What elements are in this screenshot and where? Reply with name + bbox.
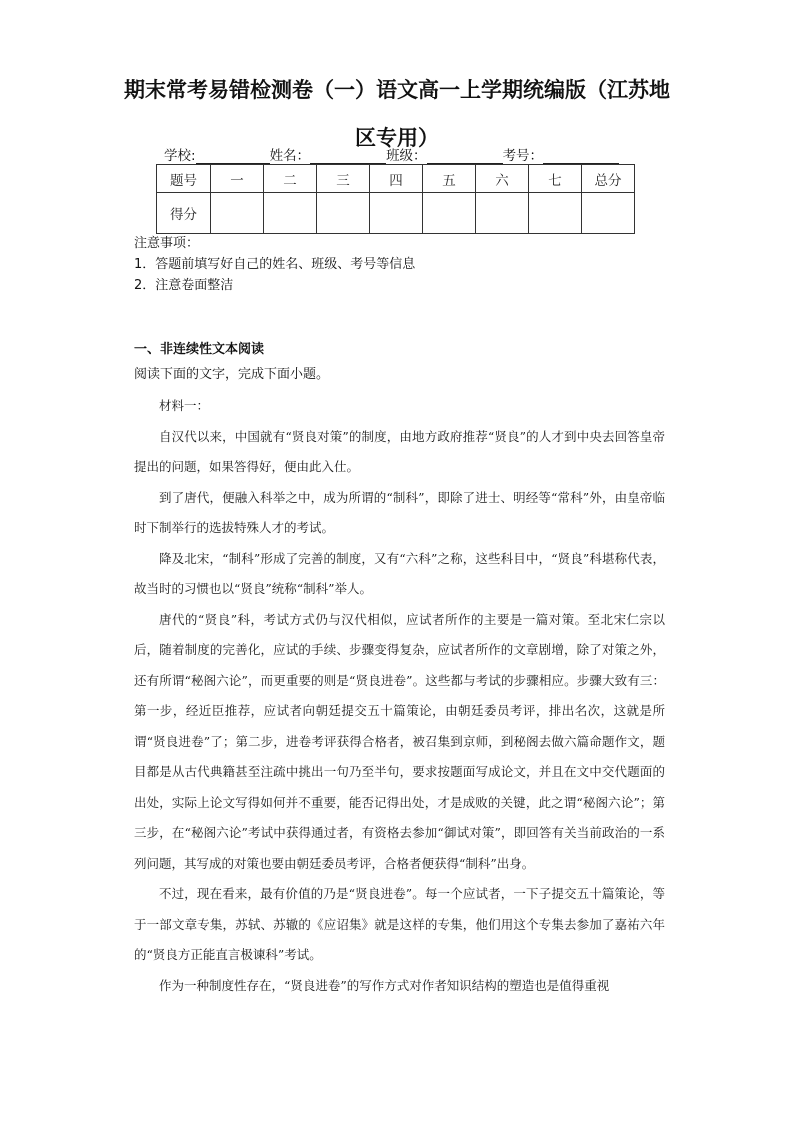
table-header-cell: 三 [317,165,370,193]
table-header-cell: 七 [529,165,582,193]
exam-number-field[interactable] [543,149,619,164]
class-field[interactable] [427,149,503,164]
notes-item: 1．答题前填写好自己的姓名、班级、考号等信息 [134,257,416,272]
passage-paragraph: 自汉代以来，中国就有“贤良对策”的制度，由地方政府推荐“贤良”的人才到中央去回答皇帝提出的问题，如果答得好，便由此入仕。 [134,428,665,474]
score-table [156,164,635,234]
table-header-cell: 题号 [157,165,211,193]
passage-paragraph: 降及北宋，“制科”形成了完善的制度，又有“六科”之称，这些科目中，“贤良”科堪称代表，故当时的习惯也以“贤良”统称“制科”举人。 [134,550,665,596]
table-header-cell: 四 [370,165,423,193]
score-table-header-row [157,165,635,193]
name-field[interactable] [310,149,386,164]
name-label: 姓名： [269,148,311,164]
score-cell[interactable] [423,193,476,234]
notes-block [134,233,415,296]
reading-passage [134,391,665,1001]
score-row-label: 得分 [157,193,211,234]
table-header-cell: 二 [264,165,317,193]
passage-paragraph: 不过，现在看来，最有价值的乃是“贤良进卷”。每一个应试者，一下子提交五十篇策论，等于一部文章专集，苏轼、苏辙的《应诏集》就是这样的专集，他们用这个专集去参加了嘉祐六年的“贤良方正能直言极谏科”考试。 [134,886,665,962]
school-field[interactable] [196,149,270,164]
student-info-row [164,144,644,164]
passage-paragraph: 唐代的“贤良”科，考试方式仍与汉代相似，应试者所作的主要是一篇对策。至北宋仁宗以后，随着制度的完善化，应试的手续、步骤变得复杂，应试者所作的文章剧增，除了对策之外，还有所谓“秘阁六论”，而更重要的则是“贤良进卷”。这些都与考试的步骤相应。步骤大致有三：第一步，经近臣推荐，应试者向朝廷提交五十篇策论，由朝廷委员考评，排出名次，这就是所谓“贤良进卷”了；第二步，进卷考评获得合格者，被召集到京师，到秘阁去做六篇命题作文，题目都是从古代典籍甚至注疏中挑出一句乃至半句，要求按题面写成论文，并且在文中交代题面的出处，实际上论文写得如何并不重要，能否记得出处，才是成败的关键，此之谓“秘阁六论”；第三步，在“秘阁六论”考试中获得通过者，有资格去参加“御试对策”，即回答有关当前政治的一系列问题，其写成的对策也要由朝廷委员考评，合格者便获得“制科”出身。 [134,611,665,871]
exam-number-label: 考号： [502,148,544,164]
score-cell[interactable] [211,193,264,234]
school-label: 学校: [164,148,196,164]
table-header-cell: 总分 [582,165,635,193]
score-cell[interactable] [264,193,317,234]
score-cell[interactable] [370,193,423,234]
score-table-score-row [157,193,635,234]
notes-item: 2．注意卷面整洁 [134,278,234,293]
passage-paragraph: 到了唐代，便融入科举之中，成为所谓的“制科”，即除了进士、明经等“常科”外，由皇帝临时下制举行的选拔特殊人才的考试。 [134,489,665,535]
score-cell[interactable] [529,193,582,234]
class-label: 班级： [386,148,427,164]
section-instruction: 阅读下面的文字，完成下面小题。 [134,367,330,382]
score-cell[interactable] [476,193,529,234]
table-header-cell: 一 [211,165,264,193]
document-title: 期末常考易错检测卷（一）语文高一上学期统编版（江苏地区专用） [124,78,670,150]
section-title: 一、非连续性文本阅读 [134,342,265,357]
material-label: 材料一： [159,398,210,413]
score-cell[interactable] [582,193,635,234]
score-cell[interactable] [317,193,370,234]
table-header-cell: 五 [423,165,476,193]
passage-paragraph: 作为一种制度性存在，“贤良进卷”的写作方式对作者知识结构的塑造也是值得重视 [159,977,610,993]
table-header-cell: 六 [476,165,529,193]
notes-heading: 注意事项： [134,236,200,251]
